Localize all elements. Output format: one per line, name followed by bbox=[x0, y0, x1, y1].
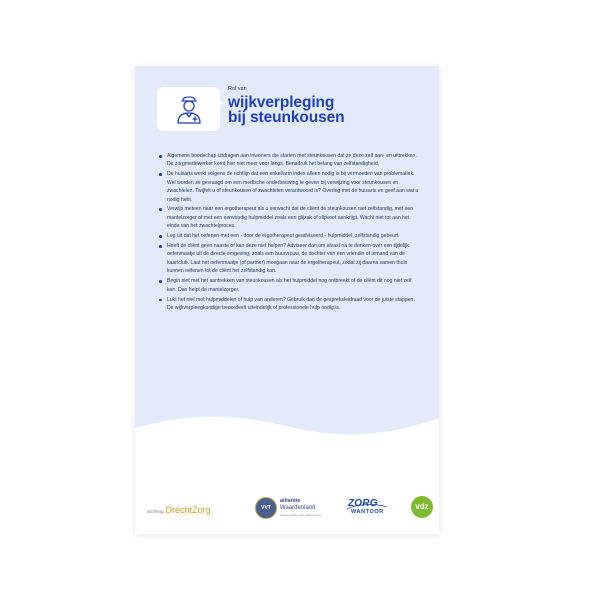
document-page bbox=[135, 66, 439, 534]
title-line-2: bij steunkousen bbox=[228, 109, 345, 126]
alliantie-mark: VVT bbox=[255, 497, 277, 519]
zorgwantoor-logo bbox=[345, 498, 389, 518]
list-item: Heeft de cliënt geen naaste of kan deze niet helpen? Adviseer dan om alvast na te denken over een tijdelijk oefenmaatje uit de directe omgeving, zoals een buurvrouw, de dochter van een vriendin of iemand van de kaartclub. Laat het oefenmaatje (of partner) meegaan naar de ergotherapeut, zodat zij daarna samen thuis kunnen oefenen tot de cliënt het zelfstandig kan. bbox=[157, 242, 419, 276]
title-line-1: wijkverpleging bbox=[228, 94, 335, 111]
bullet-list bbox=[157, 152, 419, 314]
drechtzorg-logo bbox=[147, 505, 211, 515]
drechtzorg-name: DrechtZorg bbox=[165, 505, 211, 515]
list-item: De huisarts werkt volgens de richtlijn dat een enkel/arm index alleen nodig is bij vermoeden van problematiek. Wel worden ze gevraagd om een medische onderbouwing te geven bij verwijzing voor steunkousen en zwachtelen. Twijfelt u of steunkousen of zwachtelen verantwoord is? Overleg met de huisarts en geef aan wat u nodig hebt. bbox=[157, 170, 419, 204]
nurse-icon-box bbox=[157, 87, 220, 131]
list-item: Verwijs meteen naar een ergotherapeut als u verwacht dat de cliënt de steunkousen niet zelfstandig, met een mantelzorger of met een eenvoudig hulpmiddel zoals een glijzak of slipvoet aankrijgt. Wacht niet tot aan het einde van het zwachtelproces. bbox=[157, 205, 419, 230]
page-title bbox=[228, 95, 345, 125]
zorg-top: ZORG bbox=[348, 498, 378, 509]
list-item: Algemene boodschap uitdragen aan inwoners die starten met steunkousen dat ze deze zelf aan- en uittrekken. De zorgmedewerker komt hier niet meer voor langs. Benadruk het belang van zelfstandigheid. bbox=[157, 152, 419, 169]
list-item: Begin niet met het aantrekken van steunkousen als het hulpmiddel nog ontbreekt of de cliënt dit nog niet zelf kan. Dan helpt de mantelzorger. bbox=[157, 277, 419, 294]
nurse-icon bbox=[175, 93, 203, 125]
drechtzorg-prefix: stichting bbox=[147, 509, 164, 514]
list-item: Lukt het niet met hulpmiddelen of hulp van anderen? Gebruik dan de gespreksleidraad voor de juiste stappen. De wijkverpleegkundige beoordeelt uiteindelijk of professionele hulp nodig is. bbox=[157, 296, 419, 313]
vdz-logo: vdz bbox=[411, 496, 433, 518]
alliantie-line-1: alliantie bbox=[280, 498, 301, 504]
zorg-bottom: WANTOOR bbox=[351, 509, 384, 515]
wave-divider bbox=[135, 406, 439, 466]
alliantie-tagline: Samen werken aan ouderenzorg bbox=[280, 513, 321, 517]
header-kicker: Rol van bbox=[228, 86, 247, 92]
logo-strip bbox=[135, 494, 439, 534]
alliantie-line-2: Waardenland bbox=[280, 505, 316, 511]
list-item: Leg uit dat het oefenen met een - door de ergotherapeut geadviseerd - hulpmiddel, zelfstandig gebeurt. bbox=[157, 232, 419, 240]
speech-tail bbox=[217, 98, 224, 108]
